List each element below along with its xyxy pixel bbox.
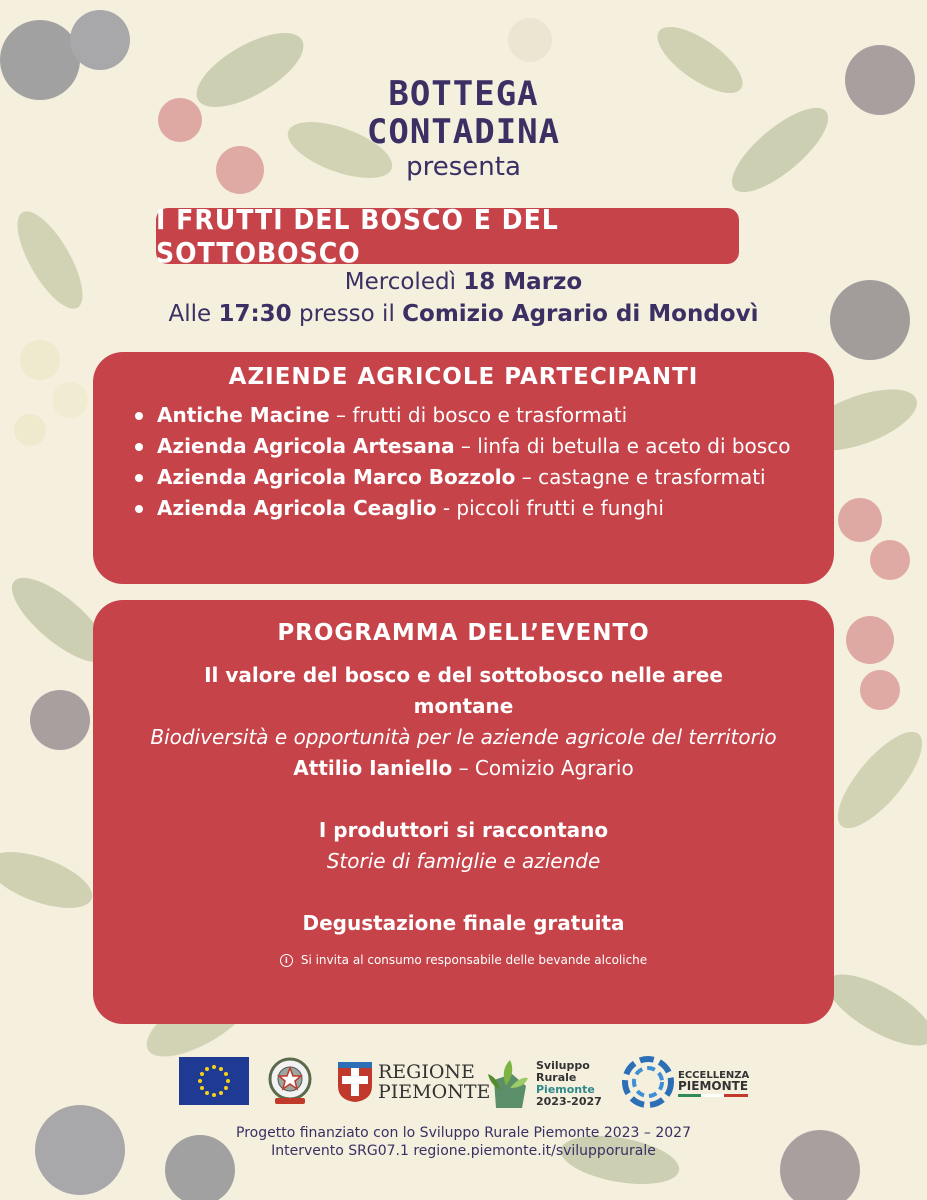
event-place: Comizio Agrario di Mondovì [402,301,759,327]
regione-piemonte-logo [378,1062,490,1102]
note-text: Si invita al consumo responsabile delle bevande alcoliche [300,953,648,967]
brand-logo-line2: CONTADINA [366,112,561,152]
farms-heading: AZIENDE AGRICOLE PARTECIPANTI [228,364,699,390]
producers-subtitle: Storie di famiglie e aziende [326,849,601,873]
producers-title: I produttori si raccontano [318,818,609,842]
event-day: Mercoledì [344,269,456,295]
event-place-prefix: presso il [299,301,395,327]
presenta-text: presenta [406,152,521,182]
event-date-line [0,266,927,298]
farm-desc: – linfa di betulla e aceto di bosco [454,434,791,458]
event-date-place [0,266,927,330]
event-title: I FRUTTI DEL BOSCO E DEL SOTTOBOSCO [156,203,559,269]
talk-subtitle: Biodiversità e opportunità per le aziende agricole del territorio [150,725,777,749]
event-date: 18 Marzo [463,269,583,295]
event-title-banner [156,203,739,269]
list-item [157,400,834,431]
italian-republic-emblem-icon [267,1054,313,1108]
farms-panel [93,352,834,584]
speaker-line [93,753,834,784]
svil-line1: Sviluppo [536,1059,590,1072]
speaker-name: Attilio Ianiello [293,756,453,780]
footer [0,1124,927,1160]
footer-line1: Progetto finanziato con lo Sviluppo Rurale Piemonte 2023 – 2027 [236,1125,691,1141]
eu-flag-icon [179,1057,249,1105]
sviluppo-rurale-leaf-icon [486,1056,532,1112]
talk-title: Il valore del bosco e del sottobosco nelle aree montane [204,663,723,718]
list-item [157,462,834,493]
farm-name: Antiche Macine [157,403,330,427]
svil-line4: 2023-2027 [536,1095,602,1108]
list-item [157,493,834,524]
ecc-line2: PIEMONTE [678,1079,749,1093]
piemonte-circle-mark-icon [622,1056,674,1108]
svil-line2: Rurale [536,1071,577,1084]
info-icon: i [280,954,293,967]
program-content [93,660,834,939]
sponsor-logos [0,1052,927,1116]
footer-line2: Intervento SRG07.1 regione.piemonte.it/svilupporurale [271,1143,656,1159]
responsible-drinking-note [93,953,834,967]
regione-line2: PIEMONTE [378,1081,491,1103]
farm-desc: – frutti di bosco e trasformati [329,403,628,427]
regione-piemonte-shield-icon [336,1060,374,1104]
speaker-org: – Comizio Agrario [452,756,634,780]
farm-name: Azienda Agricola Artesana [157,434,455,458]
program-heading: PROGRAMMA DELL’EVENTO [277,620,650,646]
svil-line3: Piemonte [536,1083,595,1096]
farms-list [93,400,834,524]
eccellenza-piemonte-logo [678,1070,749,1097]
program-panel [93,600,834,1024]
ecc-line1: ECCELLENZA [678,1070,750,1081]
event-time: 17:30 [218,301,292,327]
farm-desc: - piccoli frutti e funghi [436,496,664,520]
farm-name: Azienda Agricola Ceaglio [157,496,437,520]
list-item [157,431,834,462]
sviluppo-rurale-logo [536,1060,602,1108]
event-time-line [0,298,927,330]
farm-name: Azienda Agricola Marco Bozzolo [157,465,516,489]
regione-line1: REGIONE [378,1061,475,1083]
brand-logo-line1: BOTTEGA [388,74,539,114]
event-time-prefix: Alle [168,301,212,327]
tricolor-bar [678,1094,748,1097]
farm-desc: – castagne e trasformati [515,465,766,489]
tasting-text: Degustazione finale gratuita [302,911,625,935]
